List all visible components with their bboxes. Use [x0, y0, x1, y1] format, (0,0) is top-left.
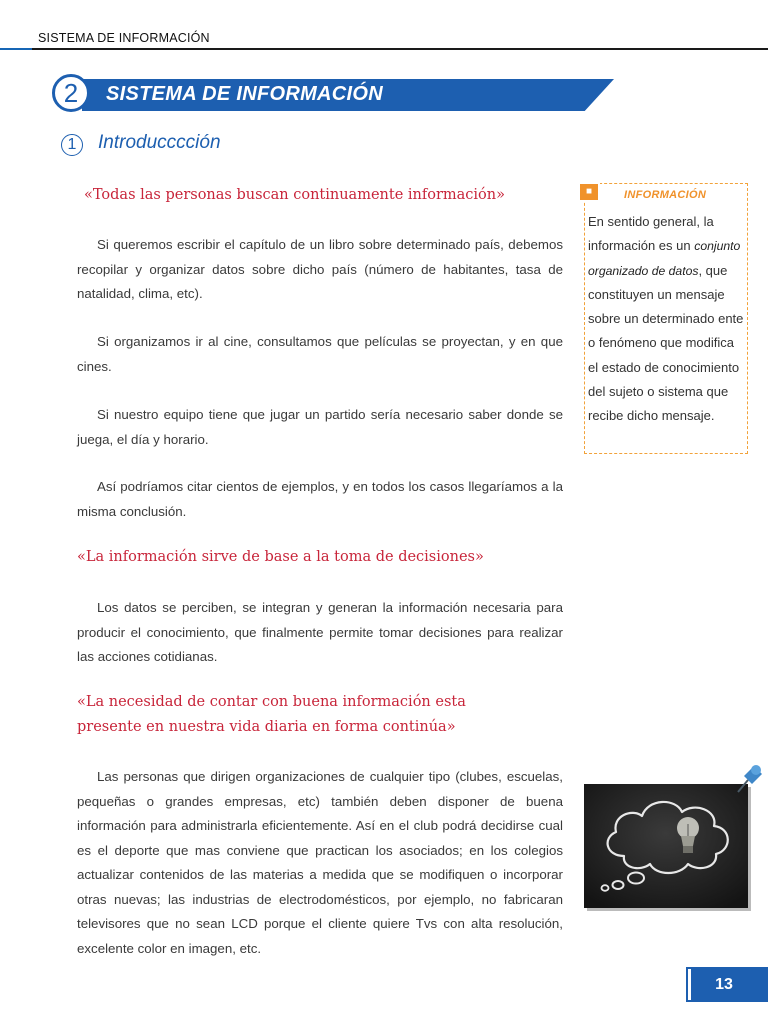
- paragraph-2: Si organizamos ir al cine, consultamos que películas se proyectan, y en que cines.: [77, 334, 563, 374]
- section-title: SISTEMA DE INFORMACIÓN: [106, 83, 383, 105]
- quote-1: «Todas las personas buscan continuamente información»: [84, 187, 505, 203]
- sidebar-text-after: , que constituyen un mensaje sobre un determinado ente o fenómeno que modifica el estado de conocimiento del sujeto o sistema que recibe dicho mensaje.: [588, 262, 744, 424]
- sidebar-text-before: En sentido general, la información es un: [588, 214, 714, 254]
- paragraph-4: Así podríamos citar cientos de ejemplos, y en todos los casos llegaríamos a la misma conclusión.: [77, 479, 563, 519]
- header-rule: [32, 48, 768, 50]
- header-rule-accent: [0, 48, 32, 50]
- subsection-title: Introducccción: [98, 132, 221, 153]
- paragraph-3: Si nuestro equipo tiene que jugar un partido sería necesario saber donde se juega, el día y horario.: [77, 407, 563, 447]
- paragraph-5: Los datos se perciben, se integran y generan la información necesaria para producir el conocimiento, que finalmente permite tomar decisiones para realizar las acciones cotidianas.: [77, 600, 563, 664]
- lightbulb-thought-cloud-icon: [584, 784, 748, 908]
- section-number: 2: [63, 78, 79, 108]
- quote-3-line-2: presente en nuestra vida diaria en forma continúa»: [77, 719, 456, 735]
- paragraph-6: Las personas que dirigen organizaciones de cualquier tipo (clubes, escuelas, pequeñas o grandes empresas, etc) también deben disponer de buena información para administrarla eficientemente. Así en el club podrá decidirse cual es el deporte que mas conviene que practican los asociados; en los colegios actualizar contenidos de las materias a medida que se modifiquen o incorporar otras nuevas; las industrias de electrodomésticos, por ejemplo, no fabricaran televisores que no sean LCD porque el cliente quiere Tvs con alta resolución, excelente color en imagen, etc.: [77, 769, 563, 956]
- page-number-bar: [688, 969, 691, 1000]
- quote-2: «La información sirve de base a la toma de decisiones»: [77, 549, 484, 565]
- sidebar-text-emphasis: conjunto organizado de datos: [588, 239, 741, 278]
- running-header: SISTEMA DE INFORMACIÓN: [38, 31, 210, 45]
- book-icon: ■: [578, 182, 600, 202]
- lightbulb-photo: [584, 784, 748, 908]
- sidebar-text: [588, 210, 744, 429]
- page-number: 13: [715, 976, 733, 993]
- quote-3-line-1: «La necesidad de contar con buena información esta: [77, 694, 466, 710]
- subsection-number: 1: [67, 136, 77, 153]
- sidebar-title: INFORMACIÓN: [624, 189, 707, 201]
- pushpin-icon: [730, 762, 766, 796]
- paragraph-1: Si queremos escribir el capítulo de un libro sobre determinado país, debemos recopilar y organizar datos sobre dicho país (número de habitantes, tasa de natalidad, clima, etc).: [77, 237, 563, 301]
